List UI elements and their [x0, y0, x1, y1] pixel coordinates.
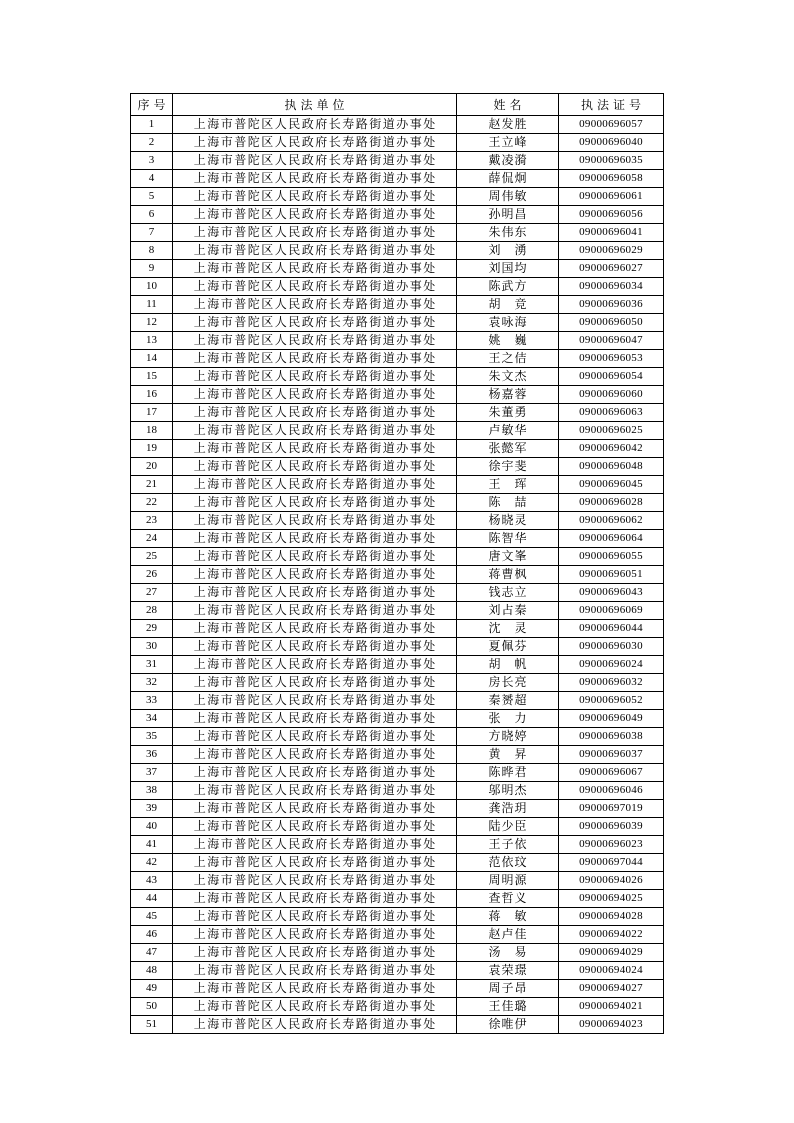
table-row [131, 872, 664, 890]
seq-cell: 40 [131, 818, 173, 836]
table-row [131, 818, 664, 836]
seq-cell: 50 [131, 998, 173, 1016]
table-row [131, 314, 664, 332]
cert-cell: 09000696056 [559, 206, 664, 224]
cert-cell: 09000696039 [559, 818, 664, 836]
seq-cell: 10 [131, 278, 173, 296]
name-cell: 刘占秦 [457, 602, 559, 620]
name-cell: 秦赟超 [457, 692, 559, 710]
unit-cell: 上海市普陀区人民政府长寿路街道办事处 [173, 620, 457, 638]
name-cell: 卢敏华 [457, 422, 559, 440]
unit-cell: 上海市普陀区人民政府长寿路街道办事处 [173, 422, 457, 440]
cert-cell: 09000696048 [559, 458, 664, 476]
seq-cell: 22 [131, 494, 173, 512]
unit-cell: 上海市普陀区人民政府长寿路街道办事处 [173, 206, 457, 224]
table-row [131, 854, 664, 872]
table-row [131, 674, 664, 692]
enforcement-officers-table [130, 93, 664, 1034]
name-cell: 孙明昌 [457, 206, 559, 224]
name-cell: 汤 易 [457, 944, 559, 962]
cert-cell: 09000696051 [559, 566, 664, 584]
cert-cell: 09000696044 [559, 620, 664, 638]
seq-cell: 21 [131, 476, 173, 494]
name-cell: 钱志立 [457, 584, 559, 602]
unit-cell: 上海市普陀区人民政府长寿路街道办事处 [173, 278, 457, 296]
name-cell: 陈晔君 [457, 764, 559, 782]
table-row [131, 224, 664, 242]
table-row [131, 494, 664, 512]
table-body [131, 116, 664, 1034]
table-row [131, 134, 664, 152]
name-cell: 刘国均 [457, 260, 559, 278]
name-cell: 袁咏海 [457, 314, 559, 332]
cert-cell: 09000696067 [559, 764, 664, 782]
table-row [131, 368, 664, 386]
cert-cell: 09000696043 [559, 584, 664, 602]
unit-cell: 上海市普陀区人民政府长寿路街道办事处 [173, 692, 457, 710]
seq-cell: 12 [131, 314, 173, 332]
unit-cell: 上海市普陀区人民政府长寿路街道办事处 [173, 584, 457, 602]
name-cell: 张 力 [457, 710, 559, 728]
cert-cell: 09000696058 [559, 170, 664, 188]
seq-cell: 43 [131, 872, 173, 890]
name-cell: 杨嘉蓉 [457, 386, 559, 404]
name-cell: 赵卢佳 [457, 926, 559, 944]
table-header-row [131, 94, 664, 116]
unit-cell: 上海市普陀区人民政府长寿路街道办事处 [173, 1016, 457, 1034]
cert-cell: 09000697019 [559, 800, 664, 818]
cert-cell: 09000696024 [559, 656, 664, 674]
table-row [131, 530, 664, 548]
seq-cell: 8 [131, 242, 173, 260]
unit-cell: 上海市普陀区人民政府长寿路街道办事处 [173, 890, 457, 908]
name-cell: 邬明杰 [457, 782, 559, 800]
seq-cell: 49 [131, 980, 173, 998]
table-row [131, 746, 664, 764]
cert-cell: 09000697044 [559, 854, 664, 872]
seq-cell: 16 [131, 386, 173, 404]
name-cell: 蒋曹枫 [457, 566, 559, 584]
header-cert: 执法证号 [559, 94, 664, 116]
cert-cell: 09000696041 [559, 224, 664, 242]
name-cell: 夏佩芬 [457, 638, 559, 656]
unit-cell: 上海市普陀区人民政府长寿路街道办事处 [173, 152, 457, 170]
cert-cell: 09000696045 [559, 476, 664, 494]
cert-cell: 09000696061 [559, 188, 664, 206]
unit-cell: 上海市普陀区人民政府长寿路街道办事处 [173, 656, 457, 674]
cert-cell: 09000696025 [559, 422, 664, 440]
unit-cell: 上海市普陀区人民政府长寿路街道办事处 [173, 332, 457, 350]
seq-cell: 3 [131, 152, 173, 170]
unit-cell: 上海市普陀区人民政府长寿路街道办事处 [173, 980, 457, 998]
seq-cell: 31 [131, 656, 173, 674]
seq-cell: 34 [131, 710, 173, 728]
table-row [131, 422, 664, 440]
name-cell: 王佳璐 [457, 998, 559, 1016]
unit-cell: 上海市普陀区人民政府长寿路街道办事处 [173, 458, 457, 476]
unit-cell: 上海市普陀区人民政府长寿路街道办事处 [173, 836, 457, 854]
cert-cell: 09000696047 [559, 332, 664, 350]
seq-cell: 29 [131, 620, 173, 638]
table-row [131, 1016, 664, 1034]
seq-cell: 42 [131, 854, 173, 872]
name-cell: 陈智华 [457, 530, 559, 548]
name-cell: 张懿军 [457, 440, 559, 458]
name-cell: 王立峰 [457, 134, 559, 152]
seq-cell: 48 [131, 962, 173, 980]
unit-cell: 上海市普陀区人民政府长寿路街道办事处 [173, 512, 457, 530]
name-cell: 方晓婷 [457, 728, 559, 746]
seq-cell: 26 [131, 566, 173, 584]
table-row [131, 980, 664, 998]
seq-cell: 36 [131, 746, 173, 764]
cert-cell: 09000694029 [559, 944, 664, 962]
name-cell: 朱董勇 [457, 404, 559, 422]
cert-cell: 09000694028 [559, 908, 664, 926]
unit-cell: 上海市普陀区人民政府长寿路街道办事处 [173, 854, 457, 872]
table-row [131, 566, 664, 584]
seq-cell: 33 [131, 692, 173, 710]
table-row [131, 764, 664, 782]
cert-cell: 09000694026 [559, 872, 664, 890]
table-row [131, 458, 664, 476]
name-cell: 王之佶 [457, 350, 559, 368]
unit-cell: 上海市普陀区人民政府长寿路街道办事处 [173, 548, 457, 566]
seq-cell: 35 [131, 728, 173, 746]
cert-cell: 09000696042 [559, 440, 664, 458]
table-row [131, 440, 664, 458]
seq-cell: 27 [131, 584, 173, 602]
table-row [131, 728, 664, 746]
cert-cell: 09000696069 [559, 602, 664, 620]
unit-cell: 上海市普陀区人民政府长寿路街道办事处 [173, 476, 457, 494]
name-cell: 朱文杰 [457, 368, 559, 386]
seq-cell: 9 [131, 260, 173, 278]
seq-cell: 14 [131, 350, 173, 368]
unit-cell: 上海市普陀区人民政府长寿路街道办事处 [173, 350, 457, 368]
name-cell: 龚浩玥 [457, 800, 559, 818]
unit-cell: 上海市普陀区人民政府长寿路街道办事处 [173, 368, 457, 386]
name-cell: 周伟敏 [457, 188, 559, 206]
name-cell: 蒋 敏 [457, 908, 559, 926]
seq-cell: 37 [131, 764, 173, 782]
seq-cell: 17 [131, 404, 173, 422]
cert-cell: 09000694027 [559, 980, 664, 998]
header-name: 姓名 [457, 94, 559, 116]
name-cell: 周明源 [457, 872, 559, 890]
unit-cell: 上海市普陀区人民政府长寿路街道办事处 [173, 530, 457, 548]
table-row [131, 278, 664, 296]
cert-cell: 09000696046 [559, 782, 664, 800]
name-cell: 周子昂 [457, 980, 559, 998]
table-row [131, 602, 664, 620]
name-cell: 查哲义 [457, 890, 559, 908]
table-row [131, 548, 664, 566]
seq-cell: 44 [131, 890, 173, 908]
seq-cell: 15 [131, 368, 173, 386]
table-row [131, 116, 664, 134]
name-cell: 范依玟 [457, 854, 559, 872]
cert-cell: 09000696057 [559, 116, 664, 134]
name-cell: 朱伟东 [457, 224, 559, 242]
unit-cell: 上海市普陀区人民政府长寿路街道办事处 [173, 818, 457, 836]
table-row [131, 242, 664, 260]
table-row [131, 296, 664, 314]
table-row [131, 350, 664, 368]
cert-cell: 09000696050 [559, 314, 664, 332]
name-cell: 王 珲 [457, 476, 559, 494]
seq-cell: 11 [131, 296, 173, 314]
unit-cell: 上海市普陀区人民政府长寿路街道办事处 [173, 170, 457, 188]
table-row [131, 836, 664, 854]
seq-cell: 30 [131, 638, 173, 656]
seq-cell: 28 [131, 602, 173, 620]
seq-cell: 32 [131, 674, 173, 692]
seq-cell: 45 [131, 908, 173, 926]
unit-cell: 上海市普陀区人民政府长寿路街道办事处 [173, 926, 457, 944]
table-row [131, 782, 664, 800]
table-row [131, 404, 664, 422]
unit-cell: 上海市普陀区人民政府长寿路街道办事处 [173, 782, 457, 800]
table-row [131, 260, 664, 278]
seq-cell: 24 [131, 530, 173, 548]
cert-cell: 09000696064 [559, 530, 664, 548]
unit-cell: 上海市普陀区人民政府长寿路街道办事处 [173, 566, 457, 584]
cert-cell: 09000696049 [559, 710, 664, 728]
name-cell: 杨晓灵 [457, 512, 559, 530]
seq-cell: 23 [131, 512, 173, 530]
unit-cell: 上海市普陀区人民政府长寿路街道办事处 [173, 134, 457, 152]
name-cell: 沈 灵 [457, 620, 559, 638]
cert-cell: 09000696062 [559, 512, 664, 530]
cert-cell: 09000696028 [559, 494, 664, 512]
seq-cell: 5 [131, 188, 173, 206]
table-row [131, 206, 664, 224]
name-cell: 黄 昇 [457, 746, 559, 764]
cert-cell: 09000694024 [559, 962, 664, 980]
seq-cell: 6 [131, 206, 173, 224]
seq-cell: 46 [131, 926, 173, 944]
cert-cell: 09000696036 [559, 296, 664, 314]
table-row [131, 962, 664, 980]
table-row [131, 890, 664, 908]
seq-cell: 19 [131, 440, 173, 458]
unit-cell: 上海市普陀区人民政府长寿路街道办事处 [173, 386, 457, 404]
cert-cell: 09000696023 [559, 836, 664, 854]
name-cell: 陈武方 [457, 278, 559, 296]
name-cell: 陈 喆 [457, 494, 559, 512]
seq-cell: 25 [131, 548, 173, 566]
name-cell: 唐文峯 [457, 548, 559, 566]
unit-cell: 上海市普陀区人民政府长寿路街道办事处 [173, 908, 457, 926]
name-cell: 房长亮 [457, 674, 559, 692]
seq-cell: 2 [131, 134, 173, 152]
name-cell: 赵发胜 [457, 116, 559, 134]
cert-cell: 09000696038 [559, 728, 664, 746]
unit-cell: 上海市普陀区人民政府长寿路街道办事处 [173, 764, 457, 782]
name-cell: 陆少臣 [457, 818, 559, 836]
name-cell: 王子依 [457, 836, 559, 854]
unit-cell: 上海市普陀区人民政府长寿路街道办事处 [173, 674, 457, 692]
unit-cell: 上海市普陀区人民政府长寿路街道办事处 [173, 962, 457, 980]
table-row [131, 620, 664, 638]
table-row [131, 152, 664, 170]
unit-cell: 上海市普陀区人民政府长寿路街道办事处 [173, 188, 457, 206]
seq-cell: 4 [131, 170, 173, 188]
cert-cell: 09000696035 [559, 152, 664, 170]
seq-cell: 7 [131, 224, 173, 242]
cert-cell: 09000696030 [559, 638, 664, 656]
unit-cell: 上海市普陀区人民政府长寿路街道办事处 [173, 224, 457, 242]
cert-cell: 09000696063 [559, 404, 664, 422]
unit-cell: 上海市普陀区人民政府长寿路街道办事处 [173, 746, 457, 764]
seq-cell: 18 [131, 422, 173, 440]
unit-cell: 上海市普陀区人民政府长寿路街道办事处 [173, 944, 457, 962]
table-row [131, 908, 664, 926]
cert-cell: 09000694022 [559, 926, 664, 944]
unit-cell: 上海市普陀区人民政府长寿路街道办事处 [173, 242, 457, 260]
table-row [131, 386, 664, 404]
name-cell: 胡 帆 [457, 656, 559, 674]
unit-cell: 上海市普陀区人民政府长寿路街道办事处 [173, 260, 457, 278]
unit-cell: 上海市普陀区人民政府长寿路街道办事处 [173, 494, 457, 512]
unit-cell: 上海市普陀区人民政府长寿路街道办事处 [173, 602, 457, 620]
unit-cell: 上海市普陀区人民政府长寿路街道办事处 [173, 872, 457, 890]
cert-cell: 09000694025 [559, 890, 664, 908]
cert-cell: 09000696054 [559, 368, 664, 386]
seq-cell: 39 [131, 800, 173, 818]
cert-cell: 09000694023 [559, 1016, 664, 1034]
unit-cell: 上海市普陀区人民政府长寿路街道办事处 [173, 440, 457, 458]
cert-cell: 09000696027 [559, 260, 664, 278]
seq-cell: 38 [131, 782, 173, 800]
table-row [131, 584, 664, 602]
cert-cell: 09000696052 [559, 692, 664, 710]
seq-cell: 41 [131, 836, 173, 854]
cert-cell: 09000696055 [559, 548, 664, 566]
unit-cell: 上海市普陀区人民政府长寿路街道办事处 [173, 296, 457, 314]
unit-cell: 上海市普陀区人民政府长寿路街道办事处 [173, 710, 457, 728]
name-cell: 薛侃炯 [457, 170, 559, 188]
name-cell: 戴凌漪 [457, 152, 559, 170]
name-cell: 胡 竞 [457, 296, 559, 314]
table-row [131, 998, 664, 1016]
table-row [131, 944, 664, 962]
table-row [131, 710, 664, 728]
name-cell: 徐宇斐 [457, 458, 559, 476]
cert-cell: 09000696032 [559, 674, 664, 692]
cert-cell: 09000696034 [559, 278, 664, 296]
unit-cell: 上海市普陀区人民政府长寿路街道办事处 [173, 314, 457, 332]
table-row [131, 170, 664, 188]
table-row [131, 476, 664, 494]
seq-cell: 47 [131, 944, 173, 962]
table-row [131, 638, 664, 656]
cert-cell: 09000696029 [559, 242, 664, 260]
unit-cell: 上海市普陀区人民政府长寿路街道办事处 [173, 998, 457, 1016]
cert-cell: 09000696053 [559, 350, 664, 368]
unit-cell: 上海市普陀区人民政府长寿路街道办事处 [173, 800, 457, 818]
unit-cell: 上海市普陀区人民政府长寿路街道办事处 [173, 728, 457, 746]
header-unit: 执法单位 [173, 94, 457, 116]
seq-cell: 13 [131, 332, 173, 350]
table-row [131, 926, 664, 944]
seq-cell: 20 [131, 458, 173, 476]
cert-cell: 09000696040 [559, 134, 664, 152]
table-row [131, 512, 664, 530]
table-row [131, 800, 664, 818]
cert-cell: 09000696060 [559, 386, 664, 404]
unit-cell: 上海市普陀区人民政府长寿路街道办事处 [173, 116, 457, 134]
header-seq: 序号 [131, 94, 173, 116]
table-row [131, 188, 664, 206]
name-cell: 姚 巍 [457, 332, 559, 350]
table-row [131, 332, 664, 350]
unit-cell: 上海市普陀区人民政府长寿路街道办事处 [173, 404, 457, 422]
seq-cell: 51 [131, 1016, 173, 1034]
unit-cell: 上海市普陀区人民政府长寿路街道办事处 [173, 638, 457, 656]
cert-cell: 09000696037 [559, 746, 664, 764]
name-cell: 徐唯伊 [457, 1016, 559, 1034]
name-cell: 袁荣璟 [457, 962, 559, 980]
cert-cell: 09000694021 [559, 998, 664, 1016]
seq-cell: 1 [131, 116, 173, 134]
table-row [131, 656, 664, 674]
name-cell: 刘 湧 [457, 242, 559, 260]
table-row [131, 692, 664, 710]
